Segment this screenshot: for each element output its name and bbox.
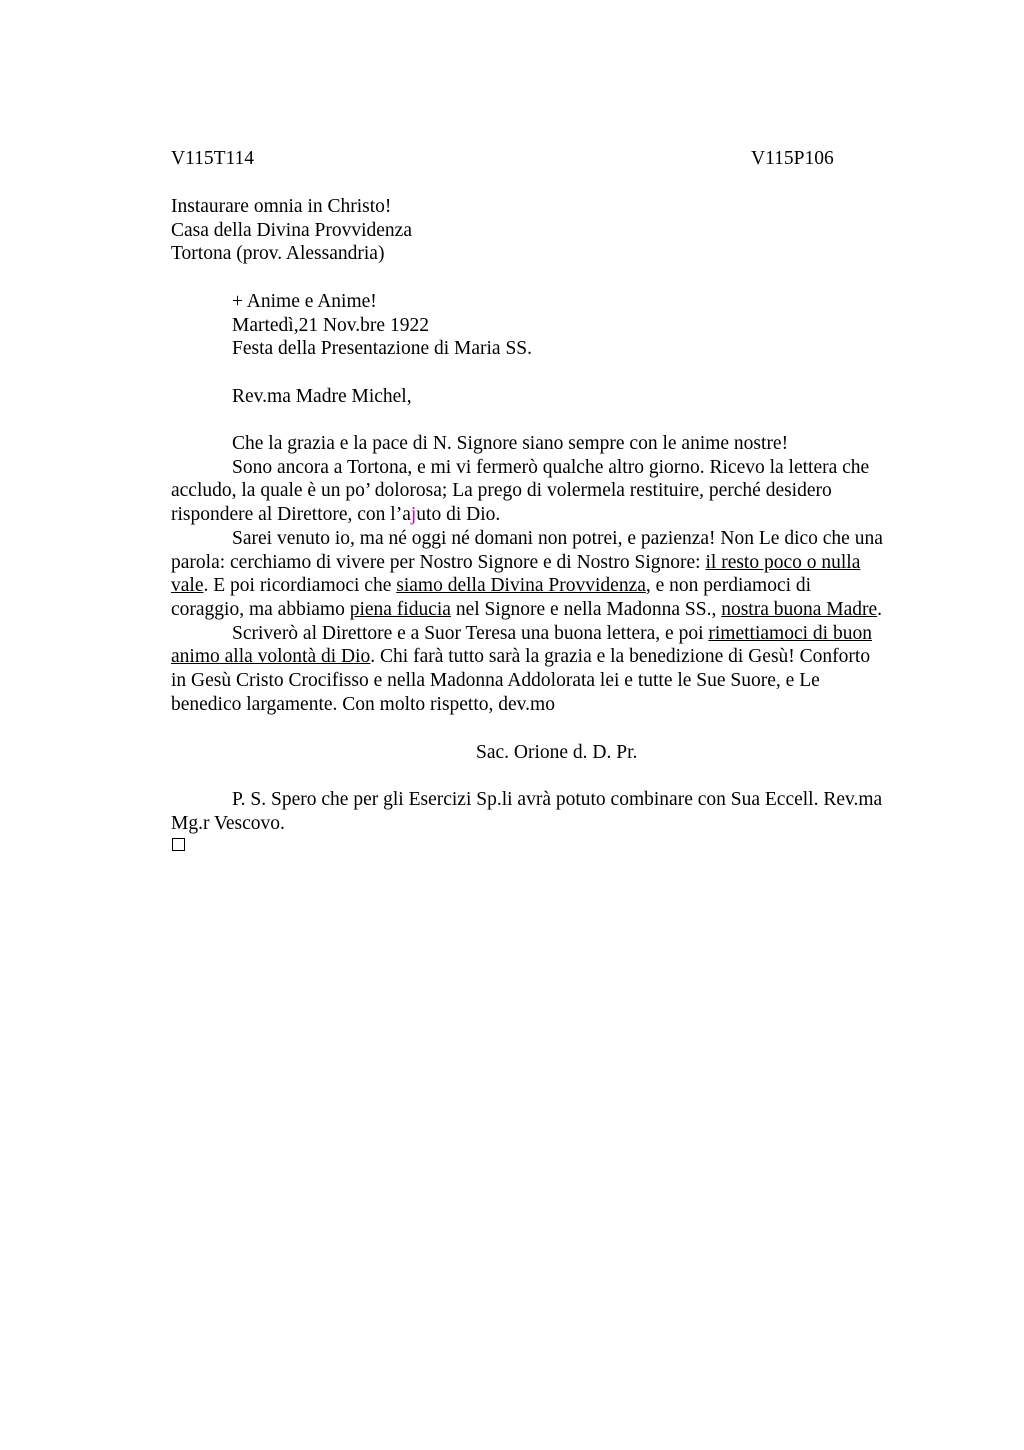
postscript-line-2: Mg.r Vescovo.: [171, 812, 285, 834]
letterhead-place: Tortona (prov. Alessandria): [171, 243, 385, 265]
dateline: [171, 290, 931, 361]
paragraph-2-line-3: [171, 503, 931, 527]
paragraph-4-line-4: benedico largamente. Con molto rispetto, dev.mo: [171, 693, 555, 715]
underlined-text: rimettiamoci di buon: [708, 622, 872, 644]
highlighted-letter: j: [410, 504, 417, 526]
paragraph-3-line-1: Sarei venuto io, ma né oggi né domani non potrei, e pazienza! Non Le dico che una: [232, 527, 883, 549]
postscript-line-1: P. S. Spero che per gli Esercizi Sp.li avrà potuto combinare con Sua Eccell. Rev.ma: [232, 789, 883, 810]
dateline-feast: Festa della Presentazione di Maria SS.: [232, 338, 533, 360]
paragraph-1: Che la grazia e la pace di N. Signore siano sempre con le anime nostre!: [232, 433, 789, 454]
underlined-text: nostra buona Madre: [721, 598, 878, 620]
text-segment: .: [877, 598, 883, 620]
text-segment: uto di Dio.: [416, 504, 501, 526]
underlined-text: siamo della Divina Provvidenza: [396, 575, 646, 597]
dateline-date: Martedì,21 Nov.bre 1922: [232, 314, 429, 336]
text-segment: . E poi ricordiamoci che: [203, 575, 397, 597]
paragraph-2-line-2: accludo, la quale è un po’ dolorosa; La prego di volermela restituire, perché desidero: [171, 480, 832, 502]
signature: Sac. Orione d. D. Pr.: [476, 742, 638, 763]
text-segment: , e non perdiamoci di: [645, 575, 812, 597]
underlined-text: il resto poco o nulla: [705, 551, 861, 573]
dateline-invocation: + Anime e Anime!: [232, 291, 377, 312]
empty-box-glyph: [172, 838, 185, 851]
text-segment: . Chi farà tutto sarà la grazia e la benedizione di Gesù! Conforto: [370, 646, 871, 668]
paragraph-3-line-2: [171, 551, 931, 575]
underlined-text: animo alla volontà di Dio: [171, 646, 371, 668]
salutation: [171, 385, 931, 409]
text-segment: parola: cerchiamo di vivere per Nostro Signore e di Nostro Signore:: [171, 551, 706, 573]
letterhead-institution: Casa della Divina Provvidenza: [171, 219, 412, 241]
paragraph-3-line-3: [171, 574, 931, 598]
paragraph-3-line-4: [171, 598, 931, 622]
paragraph-2-line-1: Sono ancora a Tortona, e mi vi fermerò qualche altro giorno. Ricevo la lettera che: [232, 456, 870, 478]
text-segment: nel Signore e nella Madonna SS.,: [450, 598, 722, 620]
letter-body: [171, 432, 931, 716]
paragraph-4-line-1: [171, 622, 931, 646]
underlined-text: vale: [171, 575, 204, 597]
text-segment: Scriverò al Direttore e a Suor Teresa una buona lettera, e poi: [232, 622, 709, 644]
archive-code-right: V115P106: [751, 148, 834, 169]
archive-code-left: V115T114: [171, 148, 255, 169]
postscript: [171, 788, 931, 835]
text-segment: rispondere al Direttore, con l’a: [171, 504, 411, 526]
text-segment: coraggio, ma abbiamo: [171, 598, 350, 620]
salutation-text: Rev.ma Madre Michel,: [232, 386, 412, 407]
underlined-text: piena fiducia: [349, 598, 451, 620]
paragraph-4-line-3: in Gesù Cristo Crocifisso e nella Madonna Addolorata lei e tutte le Sue Suore, e Le: [171, 670, 820, 692]
letterhead-motto: Instaurare omnia in Christo!: [171, 196, 392, 217]
letterhead: [171, 195, 931, 266]
paragraph-4-line-2: [171, 645, 931, 669]
